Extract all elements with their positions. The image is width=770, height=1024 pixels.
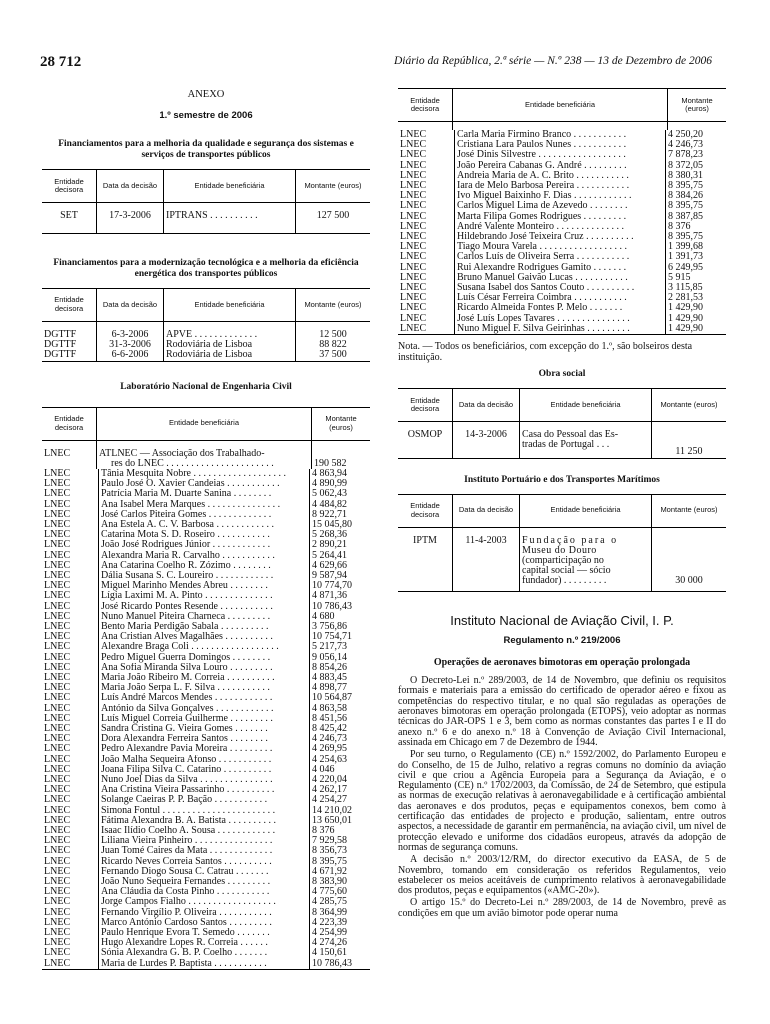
table-cell: 4 246,73 bbox=[310, 734, 371, 744]
regulation-subject: Operações de aeronaves bimotoras em operação prolongada bbox=[433, 656, 691, 668]
table-cell: Paulo Henrique Évora T. Semedo . . . . . . . bbox=[99, 928, 310, 938]
table-cell: José Luís Lopes Tavares . . . . . . . . . . . . . . . bbox=[455, 314, 666, 324]
table-cell: 4 274,26 bbox=[310, 938, 371, 948]
table-cell: Maria João Ribeiro M. Correia . . . . . . . . . . bbox=[99, 673, 310, 683]
col-data-decisao: Data da decisão bbox=[453, 389, 520, 422]
section2-table bbox=[42, 288, 370, 362]
table-cell: 4 223,39 bbox=[310, 918, 371, 928]
table-cell: LNEC bbox=[400, 220, 427, 232]
table-cell: 4 871,36 bbox=[310, 591, 371, 601]
left-column bbox=[42, 88, 370, 970]
section4-table bbox=[398, 388, 726, 459]
table-cell: Fátima Alexandra B. A. Batista . . . . . . . . . . bbox=[99, 816, 310, 826]
table-cell: 4 220,04 bbox=[310, 775, 371, 785]
table-cell: Pedro Alexandre Pavia Moreira . . . . . . . . . bbox=[99, 744, 310, 754]
table-cell: LNEC bbox=[44, 600, 71, 612]
table-cell: Ana Sofia Miranda Silva Louro . . . . . . . . . bbox=[99, 663, 310, 673]
table-cell: LNEC bbox=[44, 692, 71, 704]
section1-table bbox=[42, 169, 370, 234]
col-data-decisao: Data da decisão bbox=[97, 288, 164, 321]
table-cell: LNEC bbox=[400, 200, 427, 212]
table-cell: Andreia Maria de A. C. Brito . . . . . . . . . . . bbox=[455, 171, 666, 181]
table-cell: Ricardo Almeida Fontes P. Melo . . . . . . . bbox=[455, 303, 666, 313]
table-cell: Fernando Virgílio P. Oliveira . . . . . . . . . . . bbox=[99, 908, 310, 918]
table-cell: 4 890,99 bbox=[310, 479, 371, 489]
table-cell: 4 863,58 bbox=[310, 704, 371, 714]
table-cell: Ana Estela A. C. V. Barbosa . . . . . . . . . . . . bbox=[99, 520, 310, 530]
table-cell: 6-3-2006 bbox=[97, 330, 164, 340]
table-cell: LNEC bbox=[400, 261, 427, 273]
table-cell: 8 922,71 bbox=[310, 510, 371, 520]
table-cell: LNEC bbox=[44, 610, 71, 622]
table-row bbox=[42, 489, 370, 499]
table-cell: Iara de Melo Barbosa Pereira . . . . . . . . . . . bbox=[455, 181, 666, 191]
table-cell: 8 854,26 bbox=[310, 663, 371, 673]
table-cell: LNEC bbox=[42, 959, 99, 970]
col-montante: Montante (euros) bbox=[296, 170, 371, 203]
table-cell: LNEC bbox=[44, 549, 71, 561]
table-cell: 14 210,02 bbox=[310, 806, 371, 816]
section5-title: Instituto Portuário e dos Transportes Marítimos bbox=[464, 474, 660, 485]
table-cell: LNEC bbox=[44, 559, 71, 571]
benef-line: Fundação para o bbox=[522, 534, 619, 546]
table-cell: APVE . . . . . . . . . . . . . bbox=[164, 330, 296, 340]
table-row bbox=[42, 959, 370, 970]
table-cell: 8 356,73 bbox=[310, 846, 371, 856]
table-cell: LNEC bbox=[44, 467, 71, 479]
table-cell: Fernando Diogo Sousa C. Catrau . . . . . . . bbox=[99, 867, 310, 877]
table-cell: 4 898,77 bbox=[310, 683, 371, 693]
table-cell: João Nuno Sequeira Fernandes . . . . . . . . . bbox=[99, 877, 310, 887]
table-cell: 127 500 bbox=[296, 211, 371, 233]
table-cell: 4 269,95 bbox=[310, 744, 371, 754]
table-cell: 6-6-2006 bbox=[97, 350, 164, 361]
benef-line: res do LNEC . . . . . . . . . . . . . . . . . . . . . . bbox=[111, 457, 274, 469]
table-cell: Carlos Miguel Lima de Azevedo . . . . . . . . bbox=[455, 201, 666, 211]
table-cell: LNEC bbox=[400, 139, 427, 151]
table-cell: LNEC bbox=[44, 590, 71, 602]
table-cell: 4 775,60 bbox=[310, 887, 371, 897]
table-cell: DGTTF bbox=[44, 339, 77, 351]
table-cell: LNEC bbox=[44, 723, 71, 734]
table-cell: LNEC bbox=[44, 498, 71, 510]
table-cell: LNEC bbox=[400, 210, 427, 222]
table-cell: LNEC bbox=[400, 312, 427, 324]
table-cell: António da Silva Gonçalves . . . . . . . . . . . . bbox=[99, 704, 310, 714]
table-cell: LNEC bbox=[44, 794, 71, 806]
table-cell: 4 150,61 bbox=[310, 948, 371, 958]
table-cell: 4 680 bbox=[310, 612, 371, 622]
benef-line: ATLNEC — Associação dos Trabalhado- bbox=[99, 447, 265, 459]
benef-line: tradas de Portugal . . . bbox=[522, 439, 610, 451]
table-cell: 4 254,63 bbox=[310, 755, 371, 765]
table-cell: 4 883,45 bbox=[310, 673, 371, 683]
table-cell: 8 387,85 bbox=[666, 212, 727, 222]
table-cell: Luís Miguel Correia Guilherme . . . . . . . . . bbox=[99, 714, 310, 724]
table-cell: LNEC bbox=[44, 529, 71, 541]
table-cell: 4 246,73 bbox=[666, 140, 727, 150]
table-cell: João José Rodrigues Júnior . . . . . . . . . . . . bbox=[99, 540, 310, 550]
table-cell: Bento Maria Perdigão Sabala . . . . . . . . . . bbox=[99, 622, 310, 632]
table-cell: LNEC bbox=[44, 896, 71, 908]
table-cell: 4 671,92 bbox=[310, 867, 371, 877]
table-cell: Juan Tomé Caires da Mata . . . . . . . . . . . . . bbox=[99, 846, 310, 856]
annex-title: ANEXO bbox=[187, 89, 225, 100]
publication-header: Diário da República, 2.ª série — N.º 238 — 13 de Dezembro de 2006 bbox=[393, 55, 712, 67]
table-cell: 2 281,53 bbox=[666, 293, 727, 303]
table-cell: Catarina Mota S. D. Roseiro . . . . . . . . . . . bbox=[99, 530, 310, 540]
section1-title: Financiamentos para a melhoria da qualidade e segurança dos sistemas e serviços de transportes públicos bbox=[58, 139, 354, 161]
table-cell: Ricardo Neves Correia Santos . . . . . . . . . . bbox=[99, 857, 310, 867]
table-cell: LNEC bbox=[400, 292, 427, 304]
table-cell: LNEC bbox=[44, 763, 71, 775]
note: Nota. — Todos os beneficiários, com excepção do 1.º, são bolseiros desta instituição. bbox=[398, 341, 693, 364]
table-cell: 4 863,94 bbox=[310, 469, 371, 479]
table-cell: 4 254,99 bbox=[310, 928, 371, 938]
table-cell: 5 264,41 bbox=[310, 551, 371, 561]
table-cell: 1 399,68 bbox=[666, 242, 727, 252]
table-cell: LNEC bbox=[44, 916, 71, 928]
table-cell: 8 451,56 bbox=[310, 714, 371, 724]
table-cell: 8 395,75 bbox=[666, 181, 727, 191]
table-cell: Tiago Moura Varela . . . . . . . . . . . . . . . . . . bbox=[455, 242, 666, 252]
table-cell: IPTRANS . . . . . . . . . . bbox=[164, 211, 296, 233]
table-cell: Simona Fontul . . . . . . . . . . . . . . . . . . . . . . . bbox=[99, 806, 310, 816]
table-cell: LNEC bbox=[44, 906, 71, 918]
table-cell: LNEC bbox=[44, 845, 71, 857]
table-cell: 10 774,70 bbox=[310, 581, 371, 591]
table-cell: Bruno Manuel Gaivão Lucas . . . . . . . . . . . bbox=[455, 273, 666, 283]
col-entidade-beneficiaria: Entidade beneficiária bbox=[164, 170, 296, 203]
table-cell: LNEC bbox=[44, 774, 71, 786]
table-cell: Sónia Alexandra G. B. P. Coelho . . . . . . . bbox=[99, 948, 310, 958]
table-cell: LNEC bbox=[44, 814, 71, 826]
table-cell: LNEC bbox=[400, 271, 427, 283]
table-cell: 10 786,43 bbox=[310, 959, 371, 970]
table-cell: Nuno Manuel Piteira Charneca . . . . . . . . . bbox=[99, 612, 310, 622]
table-cell: Liliana Vieira Pinheiro . . . . . . . . . . . . . . . . bbox=[99, 836, 310, 846]
benef-line: (comparticipação no bbox=[522, 554, 604, 566]
lnec-cont-rows-table bbox=[398, 130, 726, 335]
col-entidade-beneficiaria: Entidade beneficiária bbox=[453, 89, 668, 122]
section4-title: Obra social bbox=[538, 369, 586, 380]
table-cell: Patrícia Maria M. Duarte Sanina . . . . . . . . bbox=[99, 489, 310, 499]
table-cell: 88 822 bbox=[296, 340, 371, 350]
table-cell: 1 391,73 bbox=[666, 252, 727, 262]
table-cell: 1 429,90 bbox=[666, 303, 727, 313]
table-cell: 8 384,26 bbox=[666, 191, 727, 201]
table-cell: LNEC bbox=[44, 825, 71, 837]
table-cell: 8 372,05 bbox=[666, 161, 727, 171]
table-cell: LNEC bbox=[44, 753, 71, 765]
table-cell: 4 262,17 bbox=[310, 785, 371, 795]
paragraph: O artigo 15.º do Decreto-Lei n.º 289/2003, de 14 de Novembro, prevê as condições em que um avião bimotor pode operar numa bbox=[398, 897, 726, 919]
table-cell: DGTTF bbox=[44, 328, 77, 340]
table-cell: LNEC bbox=[400, 241, 427, 253]
table-cell: IPTM bbox=[398, 536, 453, 592]
table-cell: 11-4-2003 bbox=[453, 536, 520, 592]
col-entidade-beneficiaria: Entidade beneficiária bbox=[164, 288, 296, 321]
table-cell: Ana Catarina Coelho R. Zózimo . . . . . . . . bbox=[99, 561, 310, 571]
benef-line: capital social — sócio bbox=[522, 565, 611, 577]
table-cell: Nuno Joel Dias da Silva . . . . . . . . . . . . . . . bbox=[99, 775, 310, 785]
col-entidade-decisora: Entidade decisora bbox=[398, 89, 453, 122]
table-cell: Jorge Campos Fialho . . . . . . . . . . . . . . . . . . bbox=[99, 897, 310, 907]
table-cell: 10 754,71 bbox=[310, 632, 371, 642]
semester-title: 1.º semestre de 2006 bbox=[159, 110, 253, 122]
table-cell: Isaac Ilídio Coelho A. Sousa . . . . . . . . . . . . bbox=[99, 826, 310, 836]
paragraph: A decisão n.º 2003/12/RM, do director executivo da EASA, de 5 de Novembro, tomando em consideração os referidos Regulamentos, veio estabelecer os meios aceitáveis de cumprimento relativos à aeronavegabilidade dos produtos, peças e equipamentos («AMC-20»). bbox=[398, 854, 726, 897]
table-cell: 17-3-2006 bbox=[97, 211, 164, 233]
col-entidade-decisora: Entidade decisora bbox=[398, 389, 453, 422]
table-cell: LNEC bbox=[44, 937, 71, 949]
table-cell: 12 500 bbox=[296, 330, 371, 340]
table-cell: José Dinis Silvestre . . . . . . . . . . . . . . . . . . bbox=[455, 150, 666, 160]
table-cell: 5 062,43 bbox=[310, 489, 371, 499]
table-cell bbox=[97, 449, 312, 469]
section2-title: Financiamentos para a modernização tecnológica e a melhoria da eficiência energética dos transportes públicos bbox=[53, 257, 359, 279]
table-cell: Marco António Cardoso Santos . . . . . . . . . bbox=[99, 918, 310, 928]
table-cell: OSMOP bbox=[398, 430, 453, 458]
table-cell: Alexandra Maria R. Carvalho . . . . . . . . . . . bbox=[99, 551, 310, 561]
table-cell: LNEC bbox=[44, 855, 71, 867]
table-cell: João Pereira Cabanas G. André . . . . . . . . . bbox=[455, 161, 666, 171]
table-cell: LNEC bbox=[400, 190, 427, 202]
col-entidade-beneficiaria: Entidade beneficiária bbox=[97, 407, 312, 440]
table-cell: 8 383,90 bbox=[310, 877, 371, 887]
table-cell: 9 056,14 bbox=[310, 653, 371, 663]
table-cell: 4 254,27 bbox=[310, 795, 371, 805]
col-entidade-decisora: Entidade decisora bbox=[42, 288, 97, 321]
table-cell: LNEC bbox=[400, 159, 427, 171]
table-cell: Carla Maria Firmino Branco . . . . . . . . . . . bbox=[455, 130, 666, 140]
benef-line: Casa do Pessoal das Es- bbox=[522, 429, 619, 441]
table-cell: LNEC bbox=[44, 631, 71, 643]
table-cell: 3 756,86 bbox=[310, 622, 371, 632]
table-cell: Susana Isabel dos Santos Couto . . . . . . . . . . bbox=[455, 283, 666, 293]
table-cell: 37 500 bbox=[296, 350, 371, 361]
table-cell: 4 250,20 bbox=[666, 130, 727, 140]
table-cell: LNEC bbox=[44, 488, 71, 500]
table-row bbox=[398, 324, 726, 335]
col-montante: Montante (euros) bbox=[652, 494, 727, 527]
table-cell: LNEC bbox=[44, 569, 71, 581]
regulation-title: Regulamento n.º 219/2006 bbox=[503, 634, 621, 646]
table-cell: Joana Filipa Silva C. Catarino . . . . . . . . . . bbox=[99, 765, 310, 775]
table-cell: Hildebrando José Teixeira Cruz . . . . . . . . . . bbox=[455, 232, 666, 242]
lnec-rows-table bbox=[42, 469, 370, 970]
table-cell: LNEC bbox=[44, 712, 71, 724]
col-montante: Montante (euros) bbox=[652, 389, 727, 422]
table-cell: Dália Susana S. C. Loureiro . . . . . . . . . . . . bbox=[99, 571, 310, 581]
table-cell: Miguel Marinho Mendes Abreu . . . . . . . . bbox=[99, 581, 310, 591]
table-cell: 8 376 bbox=[666, 222, 727, 232]
table-cell: 8 364,99 bbox=[310, 908, 371, 918]
table-cell: LNEC bbox=[400, 251, 427, 263]
table-cell: 9 587,94 bbox=[310, 571, 371, 581]
table-cell: 8 425,42 bbox=[310, 724, 371, 734]
table-cell: LNEC bbox=[44, 641, 71, 653]
table-cell: 8 395,75 bbox=[666, 232, 727, 242]
table-cell: LNEC bbox=[44, 620, 71, 632]
table-cell: 4 046 bbox=[310, 765, 371, 775]
table-cell: Marta Filipa Gomes Rodrigues . . . . . . . . . bbox=[455, 212, 666, 222]
table-cell: LNEC bbox=[44, 702, 71, 714]
table-cell: LNEC bbox=[400, 302, 427, 314]
table-cell: 5 268,36 bbox=[310, 530, 371, 540]
table-cell: Cristiana Lara Paulos Nunes . . . . . . . . . . . bbox=[455, 140, 666, 150]
table-cell: Alexandre Braga Coli . . . . . . . . . . . . . . . . . . bbox=[99, 642, 310, 652]
table-cell: André Valente Monteiro . . . . . . . . . . . . . . bbox=[455, 222, 666, 232]
table-cell: DGTTF bbox=[42, 350, 97, 361]
table-cell: Pedro Miguel Guerra Domingos . . . . . . . . bbox=[99, 653, 310, 663]
col-montante: Montante (euros) bbox=[312, 407, 371, 440]
table-cell: 3 115,85 bbox=[666, 283, 727, 293]
col-entidade-decisora: Entidade decisora bbox=[42, 407, 97, 440]
section5-table bbox=[398, 494, 726, 592]
table-cell: LNEC bbox=[400, 180, 427, 192]
table-cell: LNEC bbox=[44, 447, 71, 459]
table-cell: 10 564,87 bbox=[310, 693, 371, 703]
table-cell: 10 786,43 bbox=[310, 602, 371, 612]
table-cell: LNEC bbox=[400, 129, 427, 140]
table-cell: Rodoviária de Lisboa bbox=[164, 350, 296, 361]
table-cell: Luís César Ferreira Coimbra . . . . . . . . . . . bbox=[455, 293, 666, 303]
table-cell: 4 285,75 bbox=[310, 897, 371, 907]
table-cell: 1 429,90 bbox=[666, 314, 727, 324]
table-cell: Maria João Serpa L. F. Silva . . . . . . . . . . . bbox=[99, 683, 310, 693]
table-cell: LNEC bbox=[44, 876, 71, 888]
table-cell: Carlos Luís de Oliveira Serra . . . . . . . . . . . bbox=[455, 252, 666, 262]
table-cell: LNEC bbox=[44, 784, 71, 796]
col-montante: Montante (euros) bbox=[296, 288, 371, 321]
table-cell: José Carlos Piteira Gomes . . . . . . . . . . . . . bbox=[99, 510, 310, 520]
table-cell: 14-3-2006 bbox=[453, 430, 520, 458]
table-cell: Nuno Miguel F. Silva Geirinhas . . . . . . . . . bbox=[455, 324, 666, 335]
paragraph: O Decreto-Lei n.º 289/2003, de 14 de Novembro, que definiu os requisitos formais e materiais para a emissão do certificado de operador aéreo e fixou as competências do respectivo titular, e no qual são reguladas as operações de aeronaves bimotoras em operação prolongada (ETOPS), veio adoptar as normas técnicas do JAR-OPS 1 e 3, bem como as normas constantes das partes I e II do anexo n.º 6 e do anexo n.º 18 à Convenção de Aviação Civil Internacional, assinada em Chicago em 7 de Dezembro de 1944. bbox=[398, 675, 726, 748]
table-cell: 2 890,21 bbox=[310, 540, 371, 550]
table-cell: 13 650,01 bbox=[310, 816, 371, 826]
right-column bbox=[398, 88, 726, 919]
col-data-decisao: Data da decisão bbox=[453, 494, 520, 527]
table-cell: 15 045,80 bbox=[310, 520, 371, 530]
benef-line: Museu do Douro bbox=[522, 544, 597, 556]
table-cell: Solange Caeiras P. P. Bação . . . . . . . . . . . bbox=[99, 795, 310, 805]
table-cell: LNEC bbox=[44, 682, 71, 694]
table-cell: SET bbox=[42, 211, 97, 233]
table-cell: LNEC bbox=[44, 671, 71, 683]
page-number: 28 712 bbox=[40, 54, 82, 70]
paragraph: Por seu turno, o Regulamento (CE) n.º 1592/2002, do Parlamento Europeu e do Conselho, de 15 de Julho, relativo a regras comuns no domínio da aviação civil e que criou a Agência Europeia para a Segurança da Aviação, e o Regulamento (CE) n.º 1702/2003, da Comissão, de 24 de Setembro, que estipula as normas de execução relativas à aeronavegabilidade e à certificação ambiental das aeronaves e dos produtos, peças e equipamentos conexos, bem como à certificação das entidades de projecto e produção, salientam, entre outros aspectos, a necessidade de garantir em permanência, na aviação civil, um nível de protecção elevado e uniforme dos cidadãos europeus, através da adopção de normas de segurança comuns. bbox=[398, 749, 726, 853]
table-cell: LNEC bbox=[44, 865, 71, 877]
table-cell: Luís André Marcos Mendes . . . . . . . . . . . . bbox=[99, 693, 310, 703]
table-cell: Ivo Miguel Baixinho F. Dias . . . . . . . . . . . . bbox=[455, 191, 666, 201]
col-entidade-decisora: Entidade decisora bbox=[398, 494, 453, 527]
table-cell: Tânia Mesquita Nobre . . . . . . . . . . . . . . . . . . . bbox=[99, 469, 310, 479]
table-cell: Ana Cláudia da Costa Pinho . . . . . . . . . . . bbox=[99, 887, 310, 897]
table-cell: 30 000 bbox=[652, 536, 727, 592]
table-cell: LNEC bbox=[44, 804, 71, 816]
table-cell: Maria de Lurdes P. Baptista . . . . . . . . . . . bbox=[99, 959, 310, 970]
table-cell: 5 915 bbox=[666, 273, 727, 283]
table-cell bbox=[520, 430, 652, 458]
benef-line: fundador) . . . . . . . . . bbox=[522, 575, 607, 587]
table-cell: Rui Alexandre Rodrigues Gamito . . . . . . . bbox=[455, 263, 666, 273]
table-cell: LNEC bbox=[44, 661, 71, 673]
table-cell: 8 395,75 bbox=[310, 857, 371, 867]
table-cell: LNEC bbox=[44, 518, 71, 530]
table-cell: Ana Cristina Vieira Passarinho . . . . . . . . . . bbox=[99, 785, 310, 795]
table-cell: LNEC bbox=[44, 835, 71, 847]
institute-name: Instituto Nacional de Aviação Civil, I. P. bbox=[450, 612, 674, 628]
table-cell: LNEC bbox=[44, 580, 71, 592]
table-cell: 6 249,95 bbox=[666, 263, 727, 273]
table-cell bbox=[520, 536, 652, 592]
table-cell: 11 250 bbox=[652, 430, 727, 458]
lnec-cont-table bbox=[398, 88, 726, 130]
col-entidade-beneficiaria: Entidade beneficiária bbox=[520, 389, 652, 422]
table-cell: Dora Alexandra Ferreira Santos . . . . . . . . bbox=[99, 734, 310, 744]
table-cell: LNEC bbox=[44, 539, 71, 551]
table-cell: 190 582 bbox=[312, 449, 371, 469]
table-cell: LNEC bbox=[44, 508, 71, 520]
table-cell: LNEC bbox=[44, 733, 71, 745]
table-cell: 7 929,58 bbox=[310, 836, 371, 846]
table-cell: LNEC bbox=[398, 324, 455, 335]
table-cell: 7 878,23 bbox=[666, 150, 727, 160]
table-cell: 31-3-2006 bbox=[97, 340, 164, 350]
table-cell: LNEC bbox=[44, 927, 71, 939]
table-cell: 5 217,73 bbox=[310, 642, 371, 652]
table-cell: João Malha Sequeira Afonso . . . . . . . . . . . bbox=[99, 755, 310, 765]
table-cell: LNEC bbox=[400, 282, 427, 294]
table-cell: LNEC bbox=[44, 651, 71, 663]
table-cell: LNEC bbox=[400, 231, 427, 243]
col-montante: Montante (euros) bbox=[668, 89, 727, 122]
section3-title: Laboratório Nacional de Engenharia Civil bbox=[120, 381, 292, 392]
table-cell: 8 376 bbox=[310, 826, 371, 836]
table-cell: LNEC bbox=[44, 886, 71, 898]
table-cell: 4 629,66 bbox=[310, 561, 371, 571]
table-cell: LNEC bbox=[44, 743, 71, 755]
col-entidade-beneficiaria: Entidade beneficiária bbox=[520, 494, 652, 527]
table-cell: Rodoviária de Lisboa bbox=[164, 340, 296, 350]
col-data-decisao: Data da decisão bbox=[97, 170, 164, 203]
table-cell: LNEC bbox=[44, 478, 71, 490]
table-cell: LNEC bbox=[400, 169, 427, 181]
col-entidade-decisora: Entidade decisora bbox=[42, 170, 97, 203]
table-cell: Hugo Alexandre Lopes R. Correia . . . . . . bbox=[99, 938, 310, 948]
table-cell: Ana Isabel Mera Marques . . . . . . . . . . . . . . . bbox=[99, 500, 310, 510]
lnec-table bbox=[42, 407, 370, 469]
table-cell: José Ricardo Pontes Resende . . . . . . . . . . . bbox=[99, 602, 310, 612]
table-cell: 8 395,75 bbox=[666, 201, 727, 211]
table-cell: Ana Cristian Alves Magalhães . . . . . . . . . . bbox=[99, 632, 310, 642]
table-cell: Sandra Cristina G. Vieira Gomes . . . . . . . bbox=[99, 724, 310, 734]
table-cell: 8 380,31 bbox=[666, 171, 727, 181]
table-cell: LNEC bbox=[400, 149, 427, 161]
table-cell: 4 484,82 bbox=[310, 500, 371, 510]
table-cell: LNEC bbox=[44, 947, 71, 959]
table-cell: Lígia Laximi M. A. Pinto . . . . . . . . . . . . . . bbox=[99, 591, 310, 601]
table-cell: 1 429,90 bbox=[666, 324, 727, 335]
table-cell: Paulo José O. Xavier Candeias . . . . . . . . . . . bbox=[99, 479, 310, 489]
